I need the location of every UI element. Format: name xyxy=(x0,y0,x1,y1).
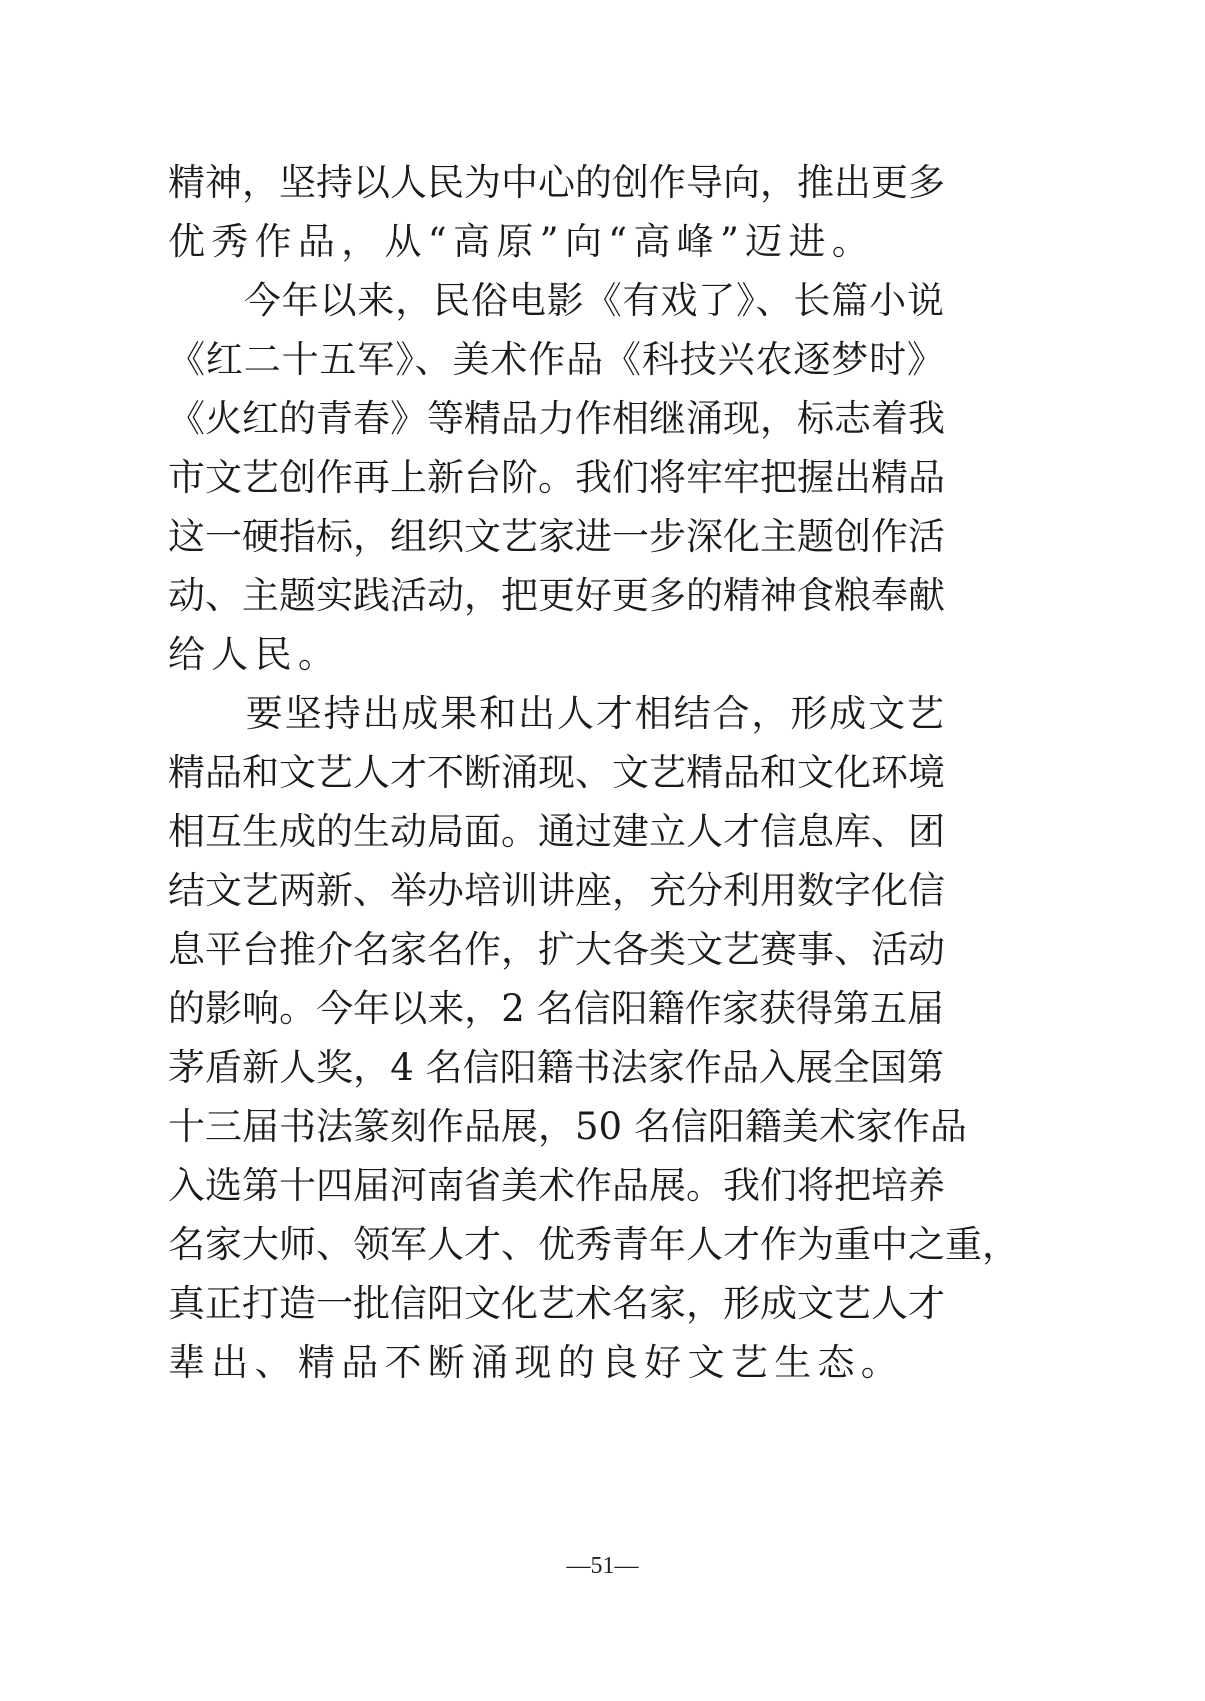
text-line: 息平台推介名家名作，扩大各类文艺赛事、活动 xyxy=(168,928,945,971)
text-line: 结文艺两新、举办培训讲座，充分利用数字化信 xyxy=(168,869,945,912)
text-line: 茅盾新人奖，4 名信阳籍书法家作品入展全国第 xyxy=(168,1046,944,1089)
text-line: 要坚持出成果和出人才相结合，形成文艺 xyxy=(168,692,944,735)
text-line: 真正打造一批信阳文化艺术名家，形成文艺人才 xyxy=(168,1282,945,1325)
text-line: 辈出、精品不断涌现的良好文艺生态。 xyxy=(168,1341,905,1384)
text-line: 给人民。 xyxy=(168,633,342,676)
text-line: 名家大师、领军人才、优秀青年人才作为重中之重， xyxy=(168,1223,1019,1266)
body-text xyxy=(168,153,1019,1392)
text-line: 优秀作品，从“高原”向“高峰”迈进。 xyxy=(168,220,876,263)
page-number: —51— xyxy=(566,1553,639,1579)
text-line: 精神，坚持以人民为中心的创作导向，推出更多 xyxy=(168,161,945,204)
text-line: 的影响。今年以来，2 名信阳籍作家获得第五届 xyxy=(168,987,944,1030)
text-line: 精品和文艺人才不断涌现、文艺精品和文化环境 xyxy=(168,751,945,794)
text-line: 《火红的青春》等精品力作相继涌现，标志着我 xyxy=(168,397,945,440)
text-line: 相互生成的生动局面。通过建立人才信息库、团 xyxy=(168,810,945,853)
text-line: 今年以来，民俗电影《有戏了》、长篇小说 xyxy=(168,279,944,322)
text-line: 这一硬指标，组织文艺家进一步深化主题创作活 xyxy=(168,515,945,558)
text-line: 市文艺创作再上新台阶。我们将牢牢把握出精品 xyxy=(168,456,945,499)
text-line: 入选第十四届河南省美术作品展。我们将把培养 xyxy=(168,1164,945,1207)
text-line: 《红二十五军》、美术作品《科技兴农逐梦时》 xyxy=(168,338,944,381)
text-line: 动、主题实践活动，把更好更多的精神食粮奉献 xyxy=(168,574,945,617)
text-line: 十三届书法篆刻作品展，50 名信阳籍美术家作品 xyxy=(168,1105,967,1148)
